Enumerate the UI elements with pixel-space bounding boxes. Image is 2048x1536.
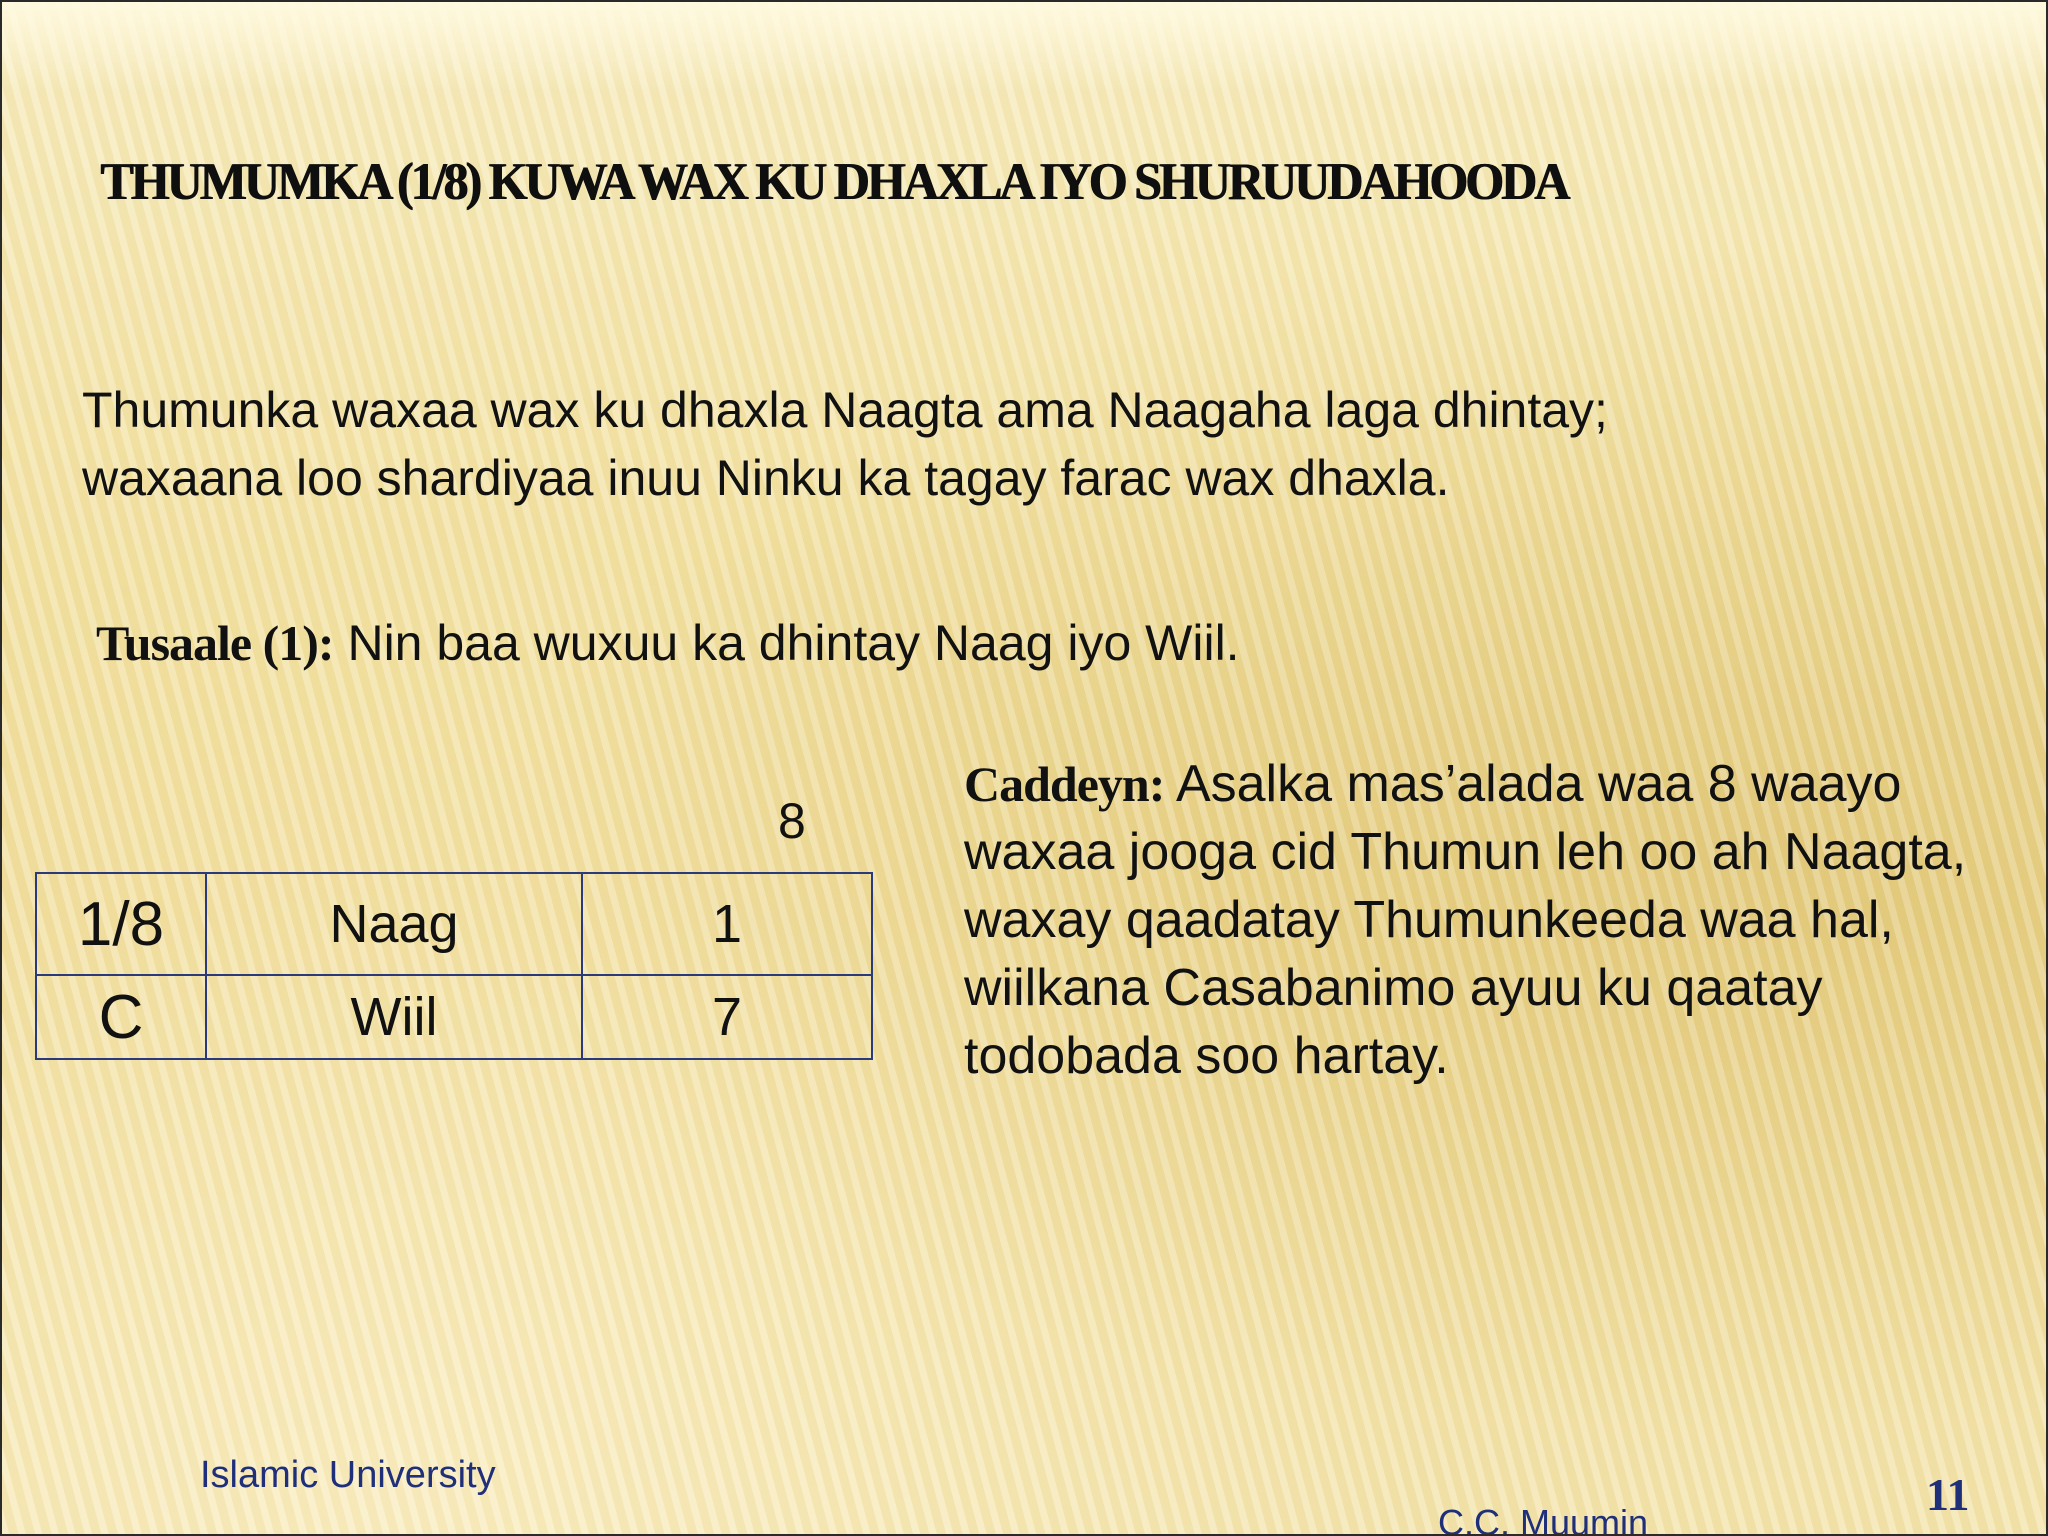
inheritance-table [35, 872, 873, 1060]
slide-title: THUMUMKA (1/8) KUWA WAX KU DHAXLA IYO SHURUUDAHOODA [100, 151, 1567, 211]
heir-cell: Naag [206, 873, 582, 975]
intro-line-1: Thumunka waxaa wax ku dhaxla Naagta ama Naagaha laga dhintay; [82, 382, 1608, 438]
footer-institution: Islamic University [200, 1454, 496, 1496]
footer-author: C.C. Muumin [1438, 1502, 1649, 1536]
share-cell: 1/8 [36, 873, 206, 975]
table-row [36, 873, 872, 975]
intro-line-2: waxaana loo shardiyaa inuu Ninku ka tagay farac wax dhaxla. [82, 450, 1450, 506]
portion-cell: 1 [582, 873, 872, 975]
explanation-label: Caddeyn: [964, 756, 1165, 812]
intro-paragraph [82, 376, 1962, 512]
portion-cell: 7 [582, 975, 872, 1059]
example-label: Tusaale (1): [96, 615, 334, 671]
table-row [36, 975, 872, 1059]
top-fade-decoration [2, 2, 2046, 92]
page-number: 11 [1926, 1469, 1970, 1520]
base-number: 8 [778, 793, 806, 849]
share-cell: C [36, 975, 206, 1059]
heir-cell: Wiil [206, 975, 582, 1059]
explanation-paragraph [964, 750, 2004, 1090]
explanation-text: Asalka mas’alada waa 8 waayo waxaa jooga cid Thumun leh oo ah Naagta, waxay qaadatay Thumunkeeda waa hal, wiilkana Casabanimo ayuu ku qaatay todobada soo hartay. [964, 755, 1967, 1085]
example-text: Nin baa wuxuu ka dhintay Naag iyo Wiil. [333, 615, 1240, 671]
example-line [96, 614, 1240, 672]
